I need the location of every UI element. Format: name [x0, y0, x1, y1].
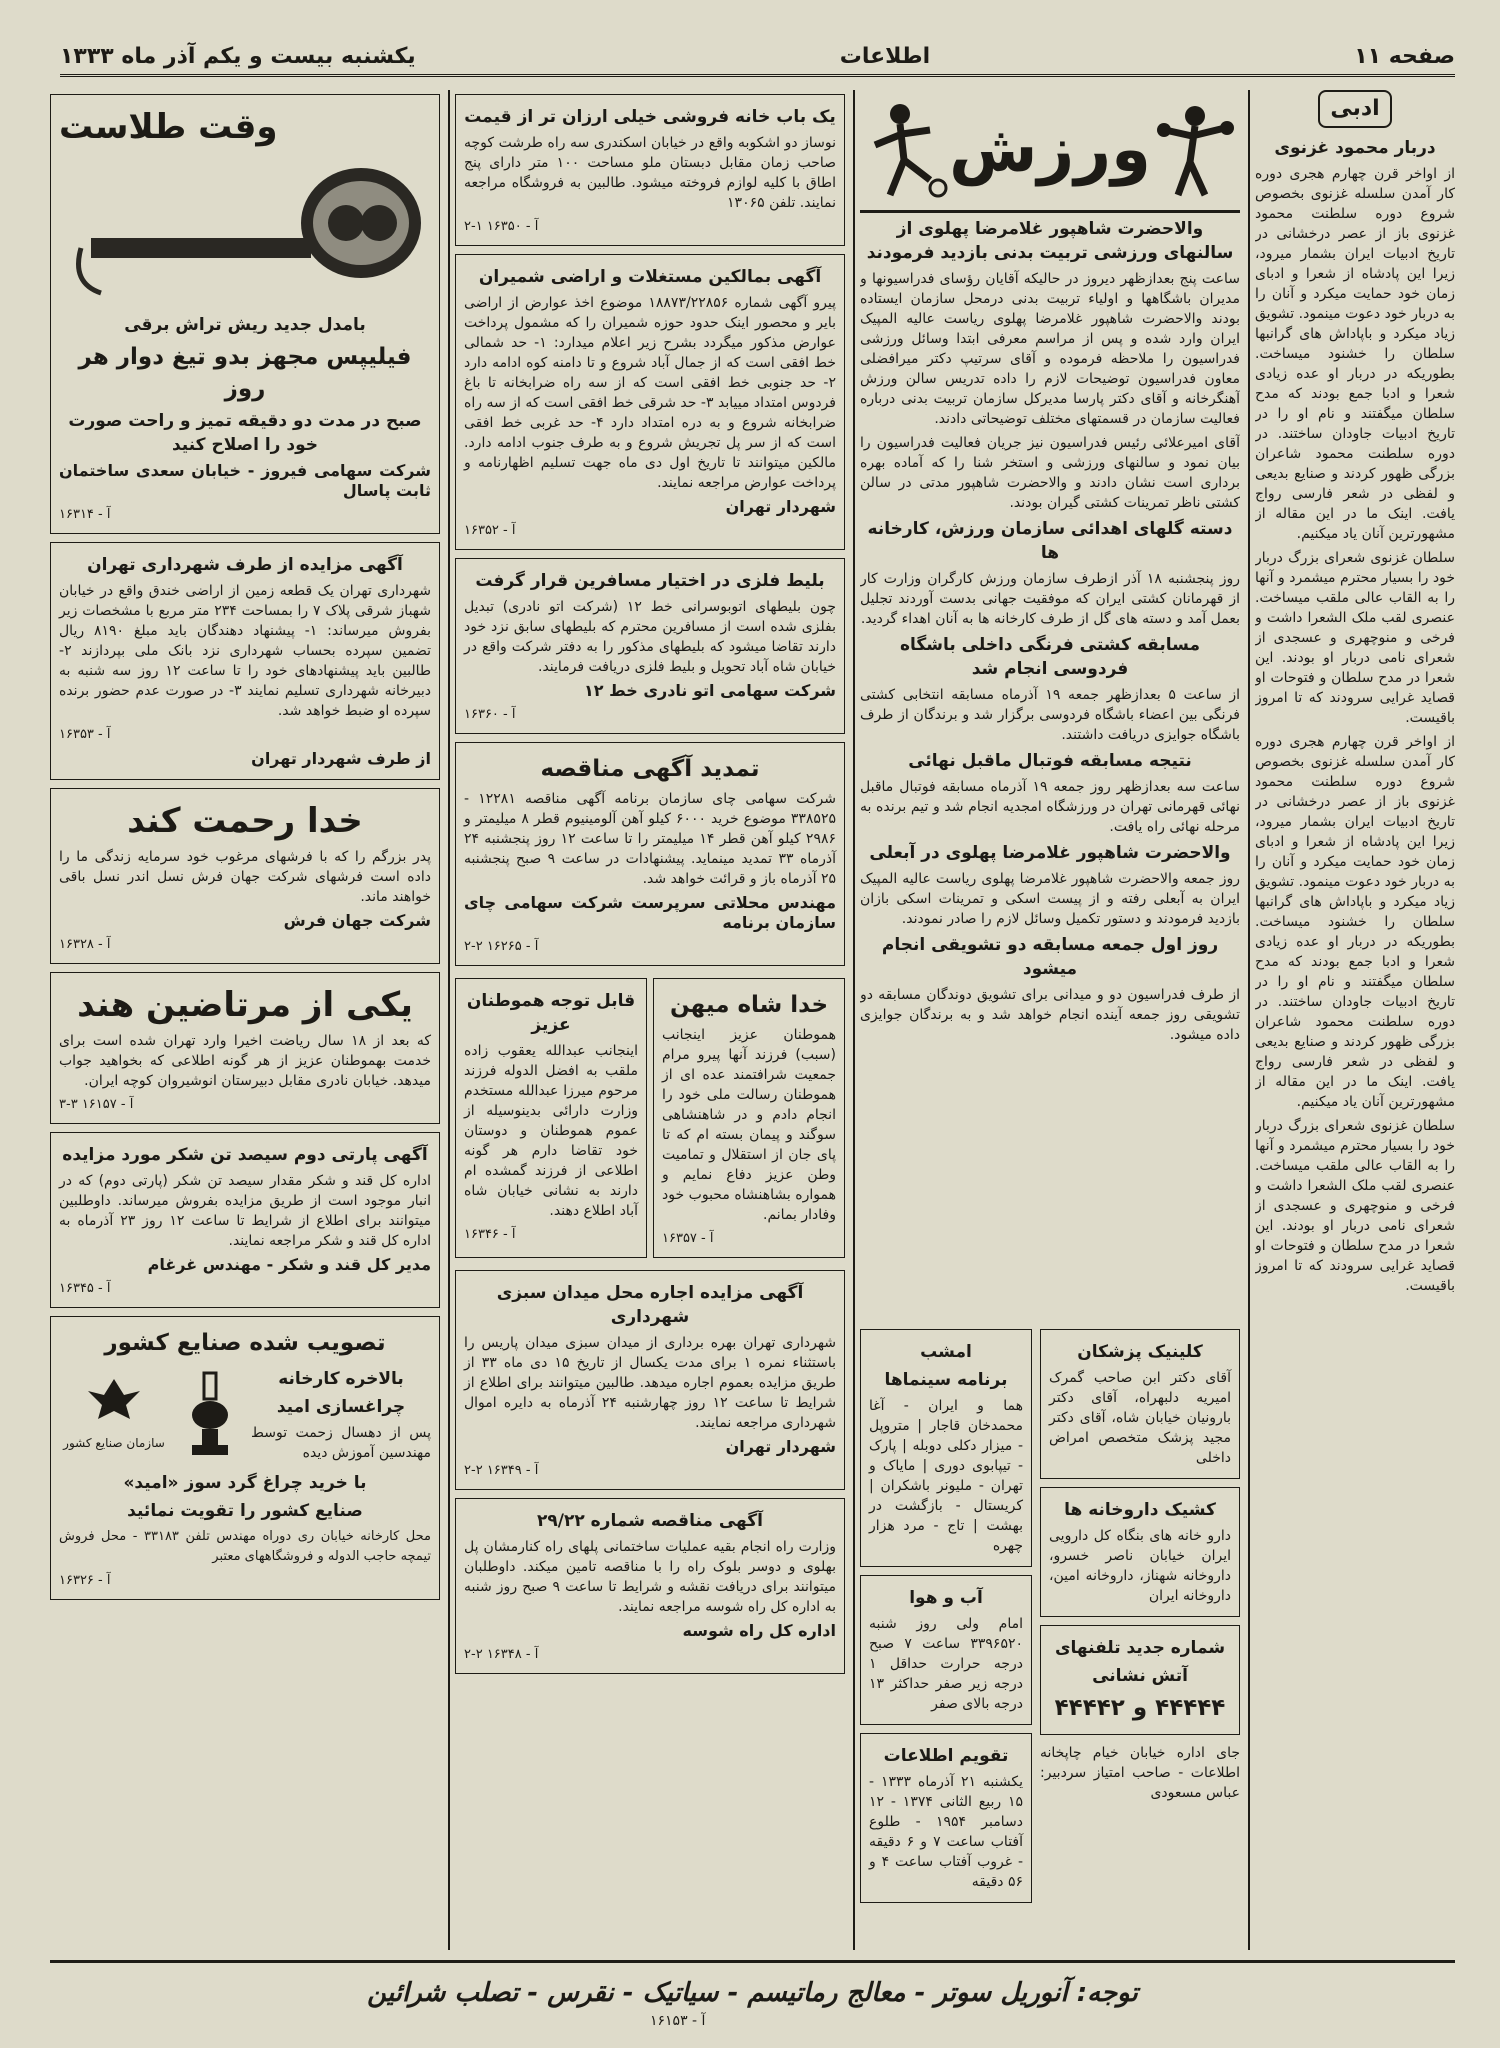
- ad-lamp-title: تصویب شده صنایع کشور: [104, 1330, 386, 1356]
- sports-header: [860, 90, 1240, 213]
- notice-market-sig: شهردار تهران: [725, 1437, 836, 1456]
- notices-column: [455, 90, 845, 1950]
- clinic-body: آقای دکتر ابن صاحب گمرک امیریه دلبهراه، آقای دکتر بارونیان خیابان شاه، آقای دکتر مجید پزشک متخصص امراض داخلی: [1049, 1370, 1231, 1466]
- ad-carpet: [50, 788, 440, 964]
- electric-shaver-icon: [61, 153, 431, 303]
- bottom-banner: [50, 1960, 1455, 2029]
- notice-tender29-sig: اداره کل راه شوسه: [682, 1621, 836, 1640]
- notice-god-title: خدا شاه میهن: [669, 992, 829, 1018]
- notice-god-body: هموطنان عزیز اینجانب (سبب) فرزند آنها پیرو مرام جمعیت شرافتمند عده ای از هموطنان رسالت ملی خود را انجام دادم و در شاهنشاهی سوگند و پیمان بسته ام که تا پای جان از استقلال و تمامیت وطن عزیز دفاع نمایم و همواره بشاهنشاه محبوب خود وفادار بمانم.: [662, 1027, 836, 1223]
- cinema-box: [860, 1329, 1032, 1567]
- notice-ticket-title: بلیط فلزی در اختیار مسافرین قرار گرفت: [475, 571, 825, 591]
- clinic-box: [1040, 1329, 1240, 1479]
- ad-sugar-auction: [50, 1132, 440, 1308]
- notice-shemiran-title: آگهی بمالکین مستغلات و اراضی شمیران: [478, 267, 822, 287]
- newspaper-name: اطلاعات: [839, 43, 931, 69]
- banner-code: آ - ۱۶۱۵۳: [650, 2013, 706, 2029]
- ad-ascetic-body: که بعد از ۱۸ سال ریاضت اخیرا وارد تهران شده است برای خدمت بهموطنان عزیز از هر گونه اطلاعی که بخواهید جواب میدهد. خیابان نادری مقابل دبیرستان انوشیروان کوچه ایران.: [59, 1033, 432, 1089]
- cinema-title: برنامه سینماها: [884, 1370, 1008, 1390]
- ad-lamp-sub: بالاخره کارخانه: [278, 1369, 404, 1389]
- notice-tender-body: شرکت سهامی چای سازمان برنامه آگهی مناقصه ۱۲۲۸۱ - ۳۳۸۵۲۵ موضوع خرید ۶۰۰۰ کیلو آهن آلومینیوم قطر ۸ میلیمتر و ۲۹۸۶ کیلو آهن قطر ۱۴ میلیمتر را تا ساعت ۱۲ روز پنجشنبه ۲۴ آذرماه ۳۳ تمدید مینماید. پیشنهادات در ساعت ۹ صبح پنجشنبه ۲۵ آذرماه باز و قرائت خواهد شد.: [464, 791, 836, 887]
- notice-shemiran-body: پیرو آگهی شماره ۱۸۸۷۳/۲۲۸۵۶ موضوع اخذ عوارض از اراضی بایر و محصور اینک حدود حوزه شمیران را که مشمول پرداخت عوارض مذکور میگردد بشرح زیر اعلام میدارد: ۱- حد شمالی خط افقی است که از جمال آباد شروع و تا دامنه کوه ادامه دارد ۲- حد جنوبی خط افقی است که از سه راه ضرابخانه تا باغ فردوس امتداد مییابد ۳- حد شرقی خط افقی است که از سه راه ضرابخانه شروع و به دره امتداد دارد ۴- حد غربی خط افقی است که از سر پل تجریش شروع و به طرف جنوب ادامه دارد. مالکین میتوانند تا تاریخ اول دی ماه جهت تسلیم اظهارنامه و پرداخت عوارض مراجعه نمایند.: [464, 295, 836, 491]
- cinema-list: هما و ایران - آغا محمدخان قاجار | متروپل - میزار دکلی دوبله | پارک - تیپابوی دوری | مایاک و تهران - ملیونر باشکران | کریستال - بازگشت در بهشت | تاج - مرد هزار چهره: [869, 1398, 1023, 1554]
- weather-title: آب و هوا: [909, 1588, 983, 1608]
- ad-shaver-brand: فیلیپس مجهز بدو تیغ دوار هر روز: [78, 344, 412, 402]
- ad-shaver-code: آ - ۱۶۳۱۴: [59, 507, 111, 522]
- ad-sugar-sig: مدیر کل قند و شکر - مهندس غرغام: [147, 1255, 431, 1274]
- notice-shemiran-code: آ - ۱۶۳۵۲: [464, 523, 516, 538]
- ad-sugar-body: اداره کل قند و شکر مقدار سیصد تن شکر (پارتی دوم) که در انبار موجود است از طریق مزایده بفروش میرساند. داوطلبین میتوانند برای اطلاع از شرایط تا ساعت ۱۲ روز ۲۳ آذرماه به اداره کل قند و شکر مراجعه نمایند.: [59, 1173, 431, 1249]
- calendar-title: تقویم اطلاعات: [883, 1746, 1009, 1766]
- ad-auction-code: آ - ۱۶۳۵۳: [59, 727, 111, 742]
- ad-shaver-company: شرکت سهامی فیروز - خیابان سعدی ساختمان ثابت پاسال: [59, 461, 431, 500]
- notice-market-code: آ - ۱۶۳۴۹ ۲-۲: [464, 1463, 539, 1478]
- oil-lamp-icon: [180, 1365, 240, 1465]
- football-icon: [860, 100, 950, 200]
- sports-headline-2: دسته گلهای اهدائی سازمان ورزش، کارخانه ها: [867, 519, 1233, 563]
- sports-story-1-continued: آقای امیرعلائی رئیس فدراسیون نیز جریان فعالیت فدراسیون را بیان نمود و سالنهای ورزشی و استخر شنا را که آماده بهره برداری است نشان دادند و والاحضرت شاهپور مدتی در سالن کشتی ناظر تمرینات کشتی گیران بودند.: [860, 435, 1240, 511]
- pharmacy-box: [1040, 1487, 1240, 1617]
- fire-numbers: ۴۴۴۴۴ و ۴۴۴۴۲: [1054, 1695, 1226, 1721]
- notice-house-code: آ - ۱۶۳۵۰ ۱-۲: [464, 219, 539, 234]
- ad-lamp-seal-text: سازمان صنایع کشور: [63, 1436, 165, 1450]
- sports-headline-1: والاحضرت شاهپور غلامرضا پهلوی از سالنهای ورزشی تربیت بدنی بازدید فرمودند: [866, 219, 1234, 263]
- literature-body-continued: سلطان غزنوی شعرای بزرگ دربار خود را بسیار محترم میشمرد و آنها را به القاب عالی ملقب میساخت. عنصری لقب ملک الشعرا داشت و فرخی و منوچهری و عسجدی از شعرای نامی دربار او بودند. این شعرا در مدح سلطان و فتوحات او قصاید غرایی سرودند که تا امروز باقیست.: [1255, 550, 1455, 726]
- sports-column: [860, 90, 1240, 1310]
- ad-lamp-product: چراغسازی امید: [276, 1397, 406, 1417]
- sports-headline-4: نتیجه مسابقه فوتبال ماقبل نهائی: [908, 751, 1192, 771]
- literature-column: [1255, 90, 1455, 1950]
- service-boxes: [1040, 1325, 1240, 1955]
- sports-headline-3: مسابقه کشتی فرنگی داخلی باشگاه فردوسی انجام شد: [899, 635, 1201, 679]
- notice-attention: [455, 978, 647, 1258]
- notice-ticket-body: چون بلیطهای اتوبوسرانی خط ۱۲ (شرکت اتو نادری) تبدیل بفلزی شده است از مسافرین محترم که بلیطهای سابق نزد خود دارند تقاضا میشود که بلیطهای مذکور را به دفتر شرکت واقع در خیابان شاه آباد تحویل و بلیط فلزی دریافت فرمایند.: [464, 599, 836, 675]
- cinema-weather-boxes: [860, 1325, 1032, 1955]
- literature-tag: ادبی: [1318, 90, 1392, 128]
- column-divider: [853, 90, 855, 1950]
- literature-title: دربار محمود غزنوی: [1274, 138, 1436, 158]
- ad-carpet-title: خدا رحمت کند: [127, 801, 363, 841]
- ad-shaver-model: بامدل جدید ریش تراش برقی: [124, 315, 366, 335]
- literature-body: از اواخر قرن چهارم هجری دوره کار آمدن سلسله غزنوی بخصوص شروع دوره سلطنت محمود غزنوی باز از عصر درخشانی در تاریخ ادبیات ایران بشمار میرود، زیرا این پادشاه از شعرا و ادبای زمان خود حمایت میکرد و آنان را به دربار خود دعوت مینمود. تشویق زیاد میکرد و باپاداش های گرانبها سلطان را خشنود میساخت. بطوریکه در دربار او عده زیادی شعرا و ادبا جمع بودند که مدح سلطان میگفتند و نام او را در تاریخ ادبیات جاودان ساختند. در دوره سلطنت محمود شاعران بزرگی ظهور کردند و صنایع بدیعی و لفظی در شعر فارسی رواج یافت. اینک ما در این مقاله از مشهورترین آنان یاد میکنیم.: [1255, 166, 1455, 542]
- calendar-box: [860, 1733, 1032, 1903]
- ad-lamp-code: آ - ۱۶۳۲۶: [59, 1573, 111, 1588]
- literature-body-repeat-2: سلطان غزنوی شعرای بزرگ دربار خود را بسیار محترم میشمرد و آنها را به القاب عالی ملقب میساخت. عنصری لقب ملک الشعرا داشت و فرخی و منوچهری و عسجدی از شعرای نامی دربار او بودند. این شعرا در مدح سلطان و فتوحات او قصاید غرایی سرودند که تا امروز باقیست.: [1255, 1118, 1455, 1294]
- banner-text: توجه: آنوریل سوتر - معالج رماتیسم - سیاتیک - نقرس - تصلب شرائین: [367, 1978, 1138, 2008]
- notice-shemiran: [455, 254, 845, 550]
- notice-vegetable-market: [455, 1270, 845, 1490]
- sports-story-3: از ساعت ۵ بعدازظهر جمعه ۱۹ آذرماه مسابقه انتخابی کشتی فرنگی بین اعضاء باشگاه فردوسی برگزار شد و برندگان از طرف باشگاه جوایزی دریافت داشتند.: [860, 687, 1240, 743]
- pharmacy-title: کشیک داروخانه ها: [1064, 1500, 1216, 1520]
- pharmacy-body: دارو خانه های بنگاه کل دارویی ایران خیابان ناصر خسرو، داروخانه شهناز، داروخانه امین، داروخانه ایران: [1049, 1528, 1231, 1604]
- ads-column: [50, 90, 440, 1950]
- ad-lamp-slogan-1: با خرید چراغ گرد سوز «امید»: [123, 1473, 367, 1493]
- notice-pair: [455, 974, 845, 1266]
- boxing-icon: [1150, 100, 1240, 200]
- ad-omid-lamp: [50, 1316, 440, 1600]
- clinic-title: کلینیک پزشکان: [1077, 1342, 1203, 1362]
- eagle-seal-icon: [84, 1373, 144, 1423]
- notice-tender-title: تمدید آگهی مناقصه: [540, 756, 760, 782]
- notice-tender29-title: آگهی مناقصه شماره ۲۹/۲۲: [537, 1511, 763, 1531]
- ad-lamp-slogan-2: صنایع کشور را تقویت نمائید: [127, 1501, 363, 1521]
- ad-carpet-sig: شرکت جهان فرش: [283, 911, 431, 930]
- column-divider: [1248, 90, 1250, 1950]
- notice-attention-title: قابل توجه هموطنان عزیز: [466, 991, 636, 1035]
- literature-body-repeat: از اواخر قرن چهارم هجری دوره کار آمدن سلسله غزنوی بخصوص شروع دوره سلطنت محمود غزنوی باز از عصر درخشانی در تاریخ ادبیات ایران بشمار میرود، زیرا این پادشاه از شعرا و ادبای زمان خود حمایت میکرد و آنان را به دربار خود دعوت مینمود. تشویق زیاد میکرد و باپاداش های گرانبها سلطان را خشنود میساخت. بطوریکه در دربار او عده زیادی شعرا و ادبا جمع بودند که مدح سلطان میگفتند و نام او را در تاریخ ادبیات جاودان ساختند. در دوره سلطنت محمود شاعران بزرگی ظهور کردند و صنایع بدیعی و لفظی در شعر فارسی رواج یافت. اینک ما در این مقاله از مشهورترین آنان یاد میکنیم.: [1255, 734, 1455, 1110]
- notice-attention-body: اینجانب عبدالله یعقوب زاده ملقب به افضل الدوله فرزند مرحوم میرزا عبدالله مستخدم وزارت دارائی بدینوسیله از عموم هموطنان و دوستان خود تقاضا دارم هر گونه اطلاعی از فرزند گمشده ام دارند به نشانی خیابان شاه آباد اطلاع دهند.: [464, 1043, 638, 1219]
- ad-ascetic-title: یکی از مرتاضین هند: [77, 985, 413, 1025]
- ad-auction-title: آگهی مزایده از طرف شهرداری تهران: [87, 555, 403, 575]
- weather-box: [860, 1575, 1032, 1725]
- column-divider: [448, 90, 450, 1950]
- ad-lamp-seal: [59, 1373, 169, 1457]
- notice-attention-code: آ - ۱۶۳۴۶: [464, 1227, 516, 1242]
- notice-tender-29: [455, 1498, 845, 1674]
- notice-tender-sig: مهندس محلاتی سرپرست شرکت سهامی چای سازمان برنامه: [464, 893, 836, 932]
- ad-carpet-body: پدر بزرگم را که با فرشهای مرغوب خود سرمایه زندگی ما را داده است فرشهای شرکت جهان فرش نسل اندر نسل باقی خواهند ماند.: [59, 849, 431, 905]
- issue-date: یکشنبه بیست و یکم آذر ماه ۱۳۳۳: [60, 43, 416, 69]
- ad-shaver-line: صبح در مدت دو دقیقه تمیز و راحت صورت خود را اصلاح کنید: [68, 411, 422, 455]
- ad-philips-shaver: [50, 94, 440, 534]
- notice-metal-ticket: [455, 558, 845, 734]
- notice-god-code: آ - ۱۶۳۵۷: [662, 1231, 714, 1246]
- notice-god-shah-homeland: [653, 978, 845, 1258]
- weather-body: امام ولی روز شنبه ۳۳۹۶۵۲۰ ساعت ۷ صبح درجه حرارت حداقل ۱ درجه زیر صفر حداکثر ۱۳ درجه بالای صفر: [869, 1616, 1023, 1712]
- ad-carpet-code: آ - ۱۶۳۲۸: [59, 937, 111, 952]
- notice-tender29-code: آ - ۱۶۳۴۸ ۲-۲: [464, 1647, 539, 1662]
- sports-story-1: ساعت پنج بعدازظهر دیروز در حالیکه آقایان رؤسای فدراسیونها و مدیران باشگاهها و اولیاء تربیت بدنی درمحل سازمان ایستاده بودند والاحضرت شاهپور غلامرضا پهلوی ریاست عالیه المپیک ایران وارد شده و پس از مراسم معرفی ابتدا وسائل ورزشی فدراسیون را ملاحظه فرموده و آقای سرتیپ دکتر میرافضلی معاون فدراسیون توضیحات لازم را داده تدریس سالن ورزش آهنگرخانه و آقای دکتر پارسا مدیرکل سازمان تربیت بدنی درباره فعالیت سازمان در قسمتهای مختلف توضیحاتی دادند.: [860, 271, 1240, 427]
- sports-story-4: ساعت سه بعدازظهر روز جمعه ۱۹ آذرماه مسابقه فوتبال ماقبل نهائی قهرمانی تهران در ورزشگاه امجدیه انجام شد و تیم برنده به مرحله نهائی راه یافت.: [860, 779, 1240, 835]
- ad-ascetic-code: آ - ۱۶۱۵۷ ۳-۳: [59, 1097, 134, 1112]
- fire-title: شماره جدید تلفنهای: [1054, 1638, 1226, 1658]
- sports-story-6: از طرف فدراسیون دو و میدانی برای تشویق دوندگان مسابقه دو تشویقی روز جمعه آینده انجام خواهد شد و به برندگان جوایزی داده میشود.: [860, 987, 1240, 1043]
- sports-headline-6: روز اول جمعه مسابقه دو تشویقی انجام میشود: [881, 935, 1219, 979]
- fire-box: [1040, 1625, 1240, 1735]
- ad-ascetic: [50, 972, 440, 1124]
- masthead: [60, 38, 1455, 77]
- sports-headline-5: والاحضرت شاهپور غلامرضا پهلوی در آبعلی: [869, 843, 1231, 863]
- notice-market-title: آگهی مزایده اجاره محل میدان سبزی شهرداری: [496, 1283, 804, 1327]
- sports-title: ورزش: [949, 113, 1151, 187]
- notice-market-body: شهرداری تهران بهره برداری از میدان سبزی میدان پاریس را باستثناء نمره ۱ برای مدت یکسال از تاریخ ۱۵ دی ماه ۳۳ از طریق مزایده بعموم اجاره میدهد. طالبین میتوانند برای اطلاع از شرایط تا ساعت ۱۲ روز چهارشنبه ۲۴ آذرماه به دایره اموال شهرداری مراجعه نمایند.: [464, 1335, 837, 1431]
- notice-shemiran-sig: شهردار تهران: [725, 497, 836, 516]
- sports-story-2: روز پنجشنبه ۱۸ آذر ازطرف سازمان ورزش کارگران وزارت کار از قهرمانان کشتی ایران که موفقیت جهانی بدست آوردند تجلیل بعمل آمد و دسته های گل از طرف کارخانه ها به آنان اهداء گردید.: [860, 571, 1240, 627]
- ad-lamp-contact: محل کارخانه خیابان ری دوراه مهندس تلفن ۳۳۱۸۳ - محل فروش تیمچه حاجب الدوله و فروشگاههای معتبر: [59, 1529, 432, 1564]
- notice-house-title: یک باب خانه فروشی خیلی ارزان تر از قیمت: [464, 107, 836, 127]
- notice-ticket-code: آ - ۱۶۳۶۰: [464, 707, 516, 722]
- page-number: صفحه ۱۱: [1354, 43, 1455, 69]
- ad-lamp-body: [59, 1363, 431, 1467]
- notice-house-sale: [455, 94, 845, 246]
- calendar-body: یکشنبه ۲۱ آذرماه ۱۳۳۳ - ۱۵ ربیع الثانی ۱۳۷۴ - ۱۲ دسامبر ۱۹۵۴ - طلوع آفتاب ساعت ۷ و ۶ دقیقه - غروب آفتاب ساعت ۴ و ۵۶ دقیقه: [869, 1774, 1023, 1890]
- ad-auction-sig: از طرف شهردار تهران: [251, 749, 431, 768]
- sports-story-5: روز جمعه والاحضرت شاهپور غلامرضا پهلوی ریاست عالیه المپیک ایران به آبعلی رفته و از پیست اسکی و تمرینات اسکی بازان بازدید فرمودند و دستور تکمیل وسائل لازم را صادر نمودند.: [860, 871, 1240, 927]
- ad-shaver-top: وقت طلاست: [59, 107, 278, 147]
- notice-tender-extension: [455, 742, 845, 966]
- press-info: جای اداره خیابان خیام چاپخانه اطلاعات - صاحب امتیاز سردبیر: عباس مسعودی: [1040, 1745, 1240, 1801]
- ad-municipal-auction: [50, 542, 440, 780]
- notice-tender-code: آ - ۱۶۲۶۵ ۲-۲: [464, 939, 539, 954]
- ad-sugar-title: آگهی پارتی دوم سیصد تن شکر مورد مزایده: [62, 1145, 428, 1165]
- cinema-subtitle: امشب: [920, 1342, 972, 1362]
- ad-auction-body: شهرداری تهران یک قطعه زمین از اراضی خندق واقع در خیابان شهباز شرقی پلاک ۷ را بمساحت ۲۳۴ متر مربع با مشخصات زیر بفروش میرساند: ۱- پیشنهاد دهندگان باید مبلغ ۸۱۹۰ ریال تضمین سپرده بحساب شهرداری نزد بانک ملی بپردازند ۲- طالبین باید پیشنهادهای خود را تا ساعت ۱۲ روز سه شنبه به دبیرخانه شهرداری تسلیم نمایند ۳- در صورت عدم حضور برنده سپرده او ضبط خواهد شد.: [59, 583, 431, 719]
- fire-subtitle: آتش نشانی: [1092, 1666, 1188, 1686]
- ad-lamp-note: پس از دهسال زحمت توسط مهندسین آموزش دیده: [251, 1425, 431, 1461]
- notice-ticket-sig: شرکت سهامی اتو نادری خط ۱۲: [584, 681, 836, 700]
- notice-tender29-body: وزارت راه انجام بقیه عملیات ساختمانی پلهای راه کنارمشان پل بهلوی و دوسر بلوک راه را با مناقصه تامین میکند. داوطلبان میتوانند برای دریافت نقشه و شرایط تا ساعت ۹ صبح روز شنبه به اداره کل راه شوسه مراجعه نمایند.: [464, 1539, 836, 1615]
- ad-sugar-code: آ - ۱۶۳۴۵: [59, 1281, 111, 1296]
- notice-house-body: نوساز دو اشکوبه واقع در خیابان اسکندری سه راه طرشت کوچه صاحب زمان مقابل دبستان ملو مساحت ۱۰۰ متر دارای پنج اطاق با کلیه لوازم فروخته میشود. طالبین به فروشگاه مراجعه نمایند. تلفن ۱۳۰۶۵: [464, 135, 836, 211]
